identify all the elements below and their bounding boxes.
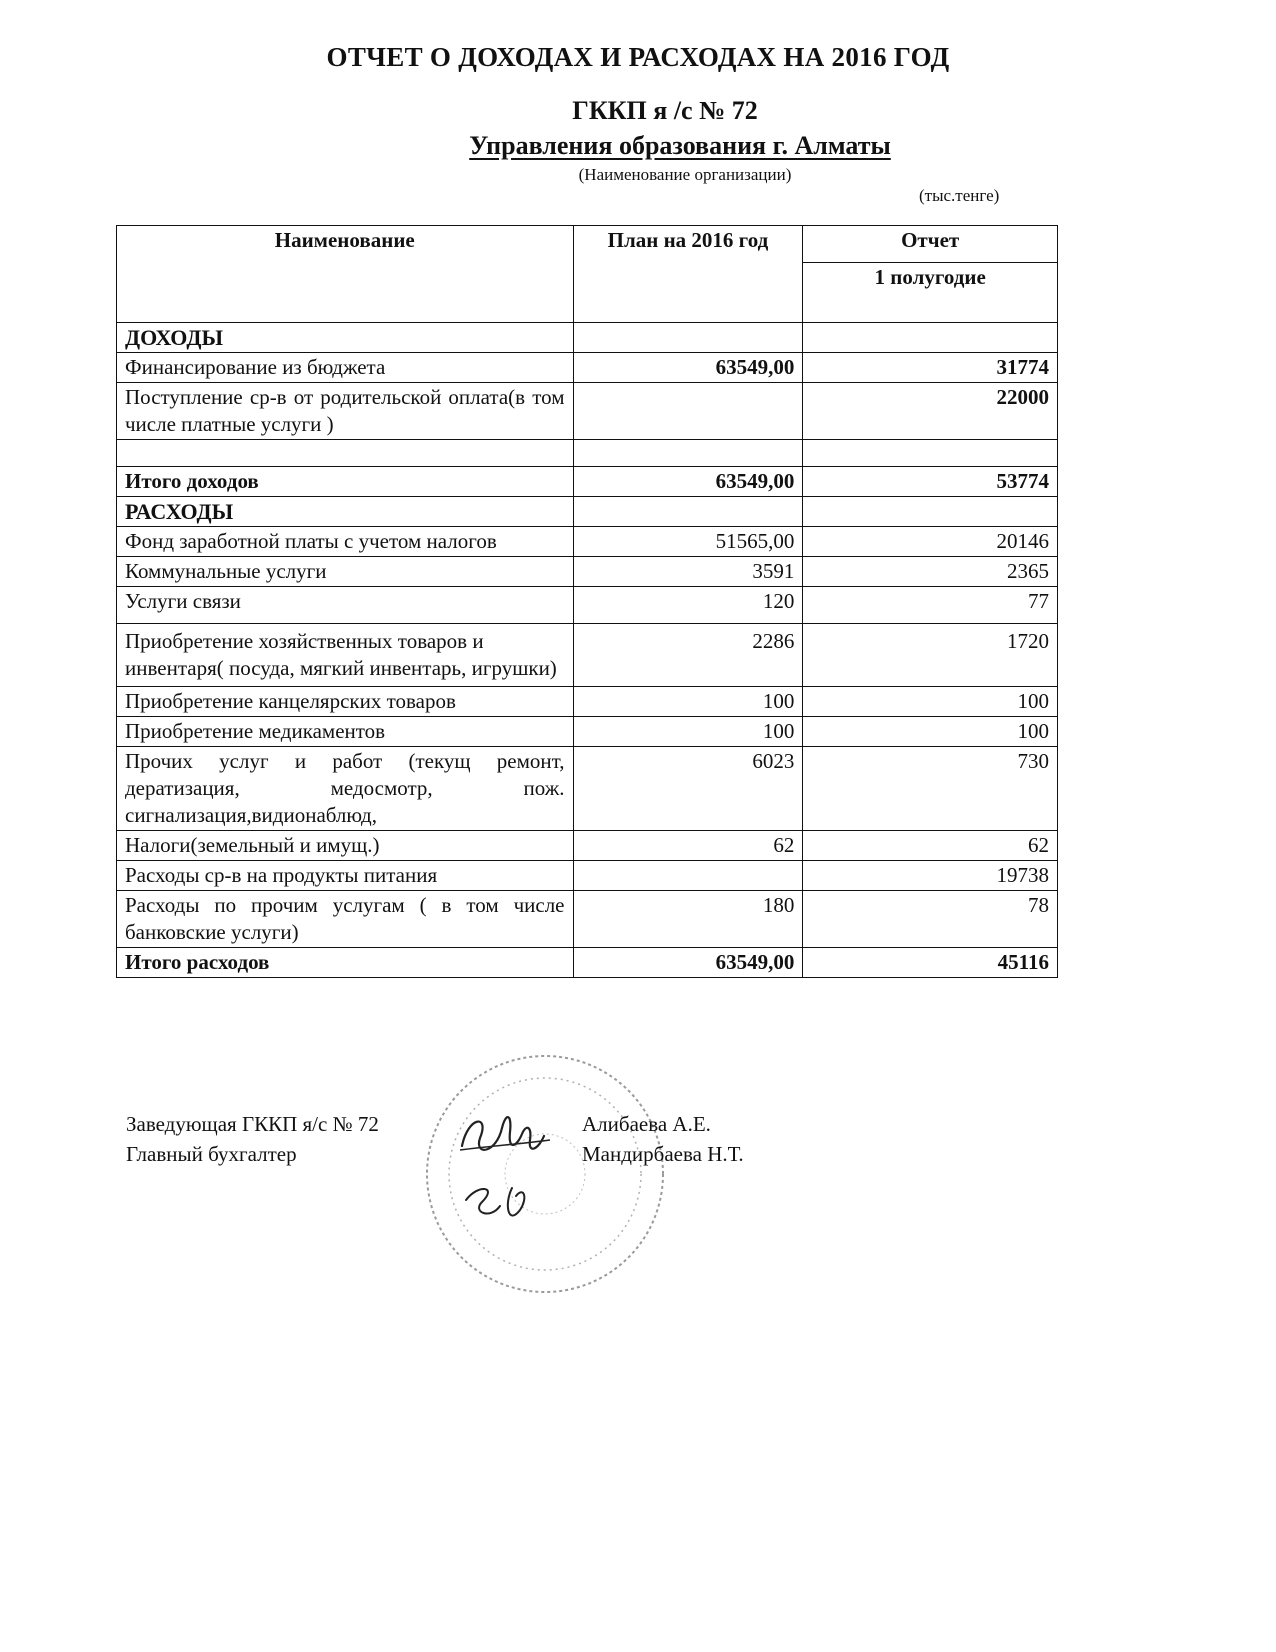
organization-name: ГККП я /с № 72 bbox=[572, 96, 758, 125]
empty-cell bbox=[803, 323, 1058, 353]
row-plan: 100 bbox=[573, 717, 803, 747]
empty-cell bbox=[573, 440, 803, 467]
organization-caption: (Наименование организации) bbox=[578, 165, 792, 184]
empty-cell bbox=[573, 497, 803, 527]
table-row bbox=[117, 717, 1058, 747]
accountant-role: Главный бухгалтер bbox=[126, 1142, 297, 1166]
row-plan: 2286 bbox=[573, 624, 803, 687]
table-row bbox=[117, 624, 1058, 687]
accountant-name: Мандирбаева Н.Т. bbox=[582, 1142, 744, 1166]
row-name: Налоги(земельный и имущ.) bbox=[117, 831, 574, 861]
row-fact: 20146 bbox=[803, 527, 1058, 557]
row-fact: 77 bbox=[803, 587, 1058, 624]
table-row bbox=[117, 527, 1058, 557]
header-report: Отчет bbox=[803, 226, 1058, 263]
table-row bbox=[117, 353, 1058, 383]
row-plan: 6023 bbox=[573, 747, 803, 831]
total-row bbox=[117, 948, 1058, 978]
row-name: Расходы ср-в на продукты питания bbox=[117, 861, 574, 891]
row-plan: 63549,00 bbox=[573, 353, 803, 383]
row-fact: 730 bbox=[803, 747, 1058, 831]
row-name: Приобретение канцелярских товаров bbox=[117, 687, 574, 717]
stamp-with-signatures bbox=[420, 1050, 670, 1298]
header-plan: План на 2016 год bbox=[573, 226, 803, 323]
row-fact: 62 bbox=[803, 831, 1058, 861]
row-name: Финансирование из бюджета bbox=[117, 353, 574, 383]
row-plan: 100 bbox=[573, 687, 803, 717]
table-row bbox=[117, 861, 1058, 891]
row-plan: 120 bbox=[573, 587, 803, 624]
row-name: Коммунальные услуги bbox=[117, 557, 574, 587]
department-name bbox=[0, 131, 1276, 161]
row-name: Приобретение хозяйственных товаров и инвентаря( посуда, мягкий инвентарь, игрушки) bbox=[117, 624, 574, 687]
header-name: Наименование bbox=[117, 226, 574, 323]
income-section-label: ДОХОДЫ bbox=[117, 323, 574, 353]
table-row bbox=[117, 383, 1058, 440]
row-name: Фонд заработной платы с учетом налогов bbox=[117, 527, 574, 557]
row-plan bbox=[573, 861, 803, 891]
empty-cell bbox=[803, 440, 1058, 467]
row-fact: 31774 bbox=[803, 353, 1058, 383]
total-row bbox=[117, 467, 1058, 497]
expense-total-plan: 63549,00 bbox=[573, 948, 803, 978]
income-total-label: Итого доходов bbox=[117, 467, 574, 497]
head-role: Заведующая ГККП я/с № 72 bbox=[126, 1112, 379, 1136]
row-name: Поступление ср-в от родительской оплата(в том числе платные услуги ) bbox=[117, 383, 574, 440]
expense-total-label: Итого расходов bbox=[117, 948, 574, 978]
table-row bbox=[117, 587, 1058, 624]
row-fact: 22000 bbox=[803, 383, 1058, 440]
blank-row bbox=[117, 440, 1058, 467]
empty-cell bbox=[117, 440, 574, 467]
row-plan: 180 bbox=[573, 891, 803, 948]
report-title: ОТЧЕТ О ДОХОДАХ И РАСХОДАХ НА 2016 ГОД bbox=[326, 42, 950, 72]
table-row bbox=[117, 687, 1058, 717]
table-row bbox=[117, 831, 1058, 861]
row-name: Расходы по прочим услугам ( в том числе банковские услуги) bbox=[117, 891, 574, 948]
table-row bbox=[117, 557, 1058, 587]
department-name-text: Управления образования г. Алматы bbox=[469, 131, 891, 160]
income-total-fact: 53774 bbox=[803, 467, 1058, 497]
empty-cell bbox=[803, 497, 1058, 527]
empty-cell bbox=[573, 323, 803, 353]
row-name: Услуги связи bbox=[117, 587, 574, 624]
report-table bbox=[116, 225, 1058, 978]
section-row bbox=[117, 323, 1058, 353]
header-report-period: 1 полугодие bbox=[803, 263, 1058, 323]
table-row bbox=[117, 891, 1058, 948]
row-fact: 100 bbox=[803, 687, 1058, 717]
row-fact: 78 bbox=[803, 891, 1058, 948]
row-plan: 62 bbox=[573, 831, 803, 861]
section-row bbox=[117, 497, 1058, 527]
table-row bbox=[117, 747, 1058, 831]
row-fact: 2365 bbox=[803, 557, 1058, 587]
row-name: Приобретение медикаментов bbox=[117, 717, 574, 747]
units-label: (тыс.тенге) bbox=[919, 186, 1000, 205]
head-name: Алибаева А.Е. bbox=[582, 1112, 711, 1136]
row-plan: 3591 bbox=[573, 557, 803, 587]
row-fact: 100 bbox=[803, 717, 1058, 747]
row-name: Прочих услуг и работ (текущ ремонт, дератизация, медосмотр, пож. сигнализация,видионаблюд, bbox=[117, 747, 574, 831]
income-total-plan: 63549,00 bbox=[573, 467, 803, 497]
expense-total-fact: 45116 bbox=[803, 948, 1058, 978]
row-fact: 1720 bbox=[803, 624, 1058, 687]
row-fact: 19738 bbox=[803, 861, 1058, 891]
row-plan: 51565,00 bbox=[573, 527, 803, 557]
row-plan bbox=[573, 383, 803, 440]
expense-section-label: РАСХОДЫ bbox=[117, 497, 574, 527]
